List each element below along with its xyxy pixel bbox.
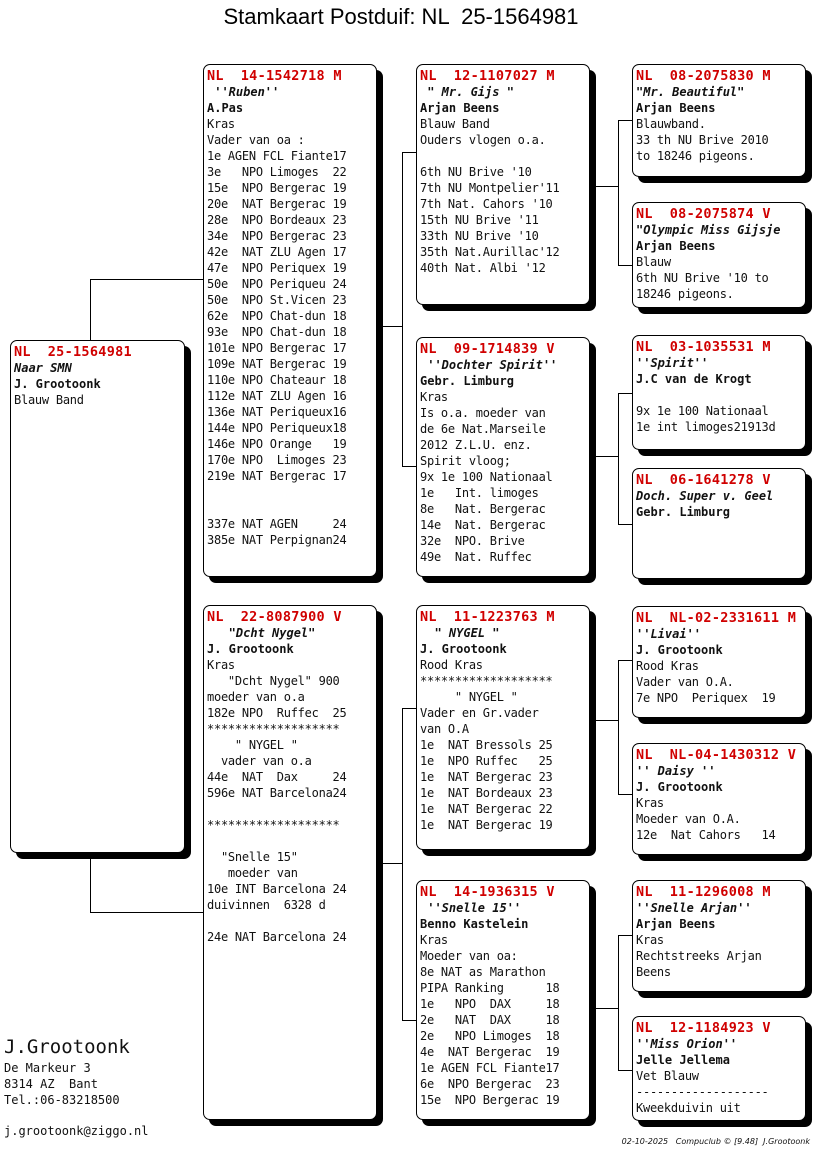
info-line: 15e NPO Bergerac 19 bbox=[207, 181, 347, 195]
info-line: 34e NPO Bergerac 23 bbox=[207, 229, 347, 243]
info-line: Ouders vlogen o.a. bbox=[420, 133, 546, 147]
info-line: " NYGEL " bbox=[420, 690, 518, 704]
ring-number: NL 22-8087900 V bbox=[207, 609, 342, 625]
info-line: 182e NPO Ruffec 25 bbox=[207, 706, 347, 720]
pigeon-card-father-father bbox=[416, 64, 590, 305]
pigeon-name: ''Snelle 15'' bbox=[420, 901, 522, 915]
info-line: 101e NPO Bergerac 17 bbox=[207, 341, 347, 355]
connector-line bbox=[618, 660, 619, 794]
pigeon-name: "Dcht Nygel" bbox=[207, 626, 316, 640]
info-line: Is o.a. moeder van bbox=[420, 406, 546, 420]
info-line: 1e Int. limoges bbox=[420, 486, 539, 500]
info-line bbox=[207, 801, 376, 817]
info-line: Kras bbox=[636, 796, 664, 810]
info-line: 44e NAT Dax 24 bbox=[207, 770, 347, 784]
connector-line bbox=[402, 708, 417, 709]
info-line: 7th NU Montpelier'11 bbox=[420, 181, 560, 195]
info-line: 337e NAT AGEN 24 bbox=[207, 517, 347, 531]
pigeon-name: ''Miss Orion'' bbox=[636, 1037, 738, 1051]
info-line: 93e NPO Chat-dun 18 bbox=[207, 325, 347, 339]
info-line: 110e NPO Chateaur 18 bbox=[207, 373, 347, 387]
pigeon-card-mm-mother bbox=[632, 1016, 806, 1121]
pigeon-name: "Mr. Beautiful" bbox=[636, 85, 745, 99]
connector-line bbox=[618, 1070, 633, 1071]
info-line bbox=[207, 913, 376, 929]
owner-name: Benno Kastelein bbox=[420, 917, 529, 931]
info-line: Spirit vloog; bbox=[420, 454, 511, 468]
info-line bbox=[207, 833, 376, 849]
info-line: 6e NPO Bergerac 23 bbox=[420, 1077, 560, 1091]
footer-credit: 02-10-2025 Compuclub © [9.48] J.Grootoonk bbox=[621, 1137, 810, 1146]
info-line: van O.A bbox=[420, 722, 469, 736]
pigeon-name: ''Snelle Arjan'' bbox=[636, 901, 752, 915]
info-line: 2e NPO Limoges 18 bbox=[420, 1029, 560, 1043]
connector-line bbox=[618, 935, 633, 936]
info-line: 20e NAT Bergerac 19 bbox=[207, 197, 347, 211]
info-line: 144e NPO Periqueux18 bbox=[207, 421, 347, 435]
connector-line bbox=[376, 863, 402, 864]
info-line: Beens bbox=[636, 965, 671, 979]
owner-name: J. Grootoonk bbox=[14, 377, 101, 391]
connector-line bbox=[618, 393, 619, 524]
info-line: Vet Blauw bbox=[636, 1069, 699, 1083]
connector-line bbox=[90, 279, 91, 341]
pigeon-name: Naar SMN bbox=[14, 361, 72, 375]
pigeon-name: " NYGEL " bbox=[420, 626, 500, 640]
breeder-info bbox=[4, 1034, 130, 1108]
info-line: 12e Nat Cahors 14 bbox=[636, 828, 776, 842]
info-line: " NYGEL " bbox=[207, 738, 298, 752]
info-line bbox=[207, 500, 376, 516]
info-line: Blauw bbox=[636, 255, 671, 269]
pigeon-card-father bbox=[203, 64, 377, 577]
connector-line bbox=[90, 852, 91, 912]
connector-line bbox=[618, 120, 633, 121]
pigeon-card-ff-father bbox=[632, 64, 806, 177]
info-line: Kras bbox=[636, 933, 664, 947]
info-line: 146e NPO Orange 19 bbox=[207, 437, 347, 451]
info-line: 2e NAT DAX 18 bbox=[420, 1013, 560, 1027]
pigeon-card-fm-father bbox=[632, 335, 806, 450]
connector-line bbox=[589, 1008, 618, 1009]
pigeon-card-mf-father bbox=[632, 606, 806, 718]
info-line: Rechtstreeks Arjan bbox=[636, 949, 762, 963]
info-line: 14e Nat. Bergerac bbox=[420, 518, 546, 532]
pigeon-card-mf-mother bbox=[632, 743, 806, 855]
info-line: Vader en Gr.vader bbox=[420, 706, 539, 720]
info-line: vader van o.a bbox=[207, 754, 312, 768]
breeder-address: De Markeur 3 bbox=[4, 1061, 91, 1075]
pigeon-card-mm-father bbox=[632, 880, 806, 992]
info-line: Kras bbox=[207, 117, 235, 131]
pigeon-name: "Olympic Miss Gijsje bbox=[636, 223, 781, 237]
owner-name: J. Grootoonk bbox=[636, 780, 723, 794]
info-line: Kras bbox=[207, 658, 235, 672]
connector-line bbox=[402, 152, 417, 153]
owner-name: Gebr. Limburg bbox=[420, 374, 514, 388]
ring-number: NL 06-1641278 V bbox=[636, 472, 771, 488]
pigeon-card-subject bbox=[10, 340, 185, 853]
info-line: Blauw Band bbox=[14, 393, 84, 407]
ring-number: NL 09-1714839 V bbox=[420, 341, 555, 357]
info-line: 1e NPO Ruffec 25 bbox=[420, 754, 553, 768]
ring-number: NL 08-2075830 M bbox=[636, 68, 771, 84]
info-line: "Dcht Nygel" 900 bbox=[207, 674, 340, 688]
info-line: Kras bbox=[420, 933, 448, 947]
info-line: 10e INT Barcelona 24 bbox=[207, 882, 347, 896]
info-line: 3e NPO Limoges 22 bbox=[207, 165, 347, 179]
pigeon-name: ''Spirit'' bbox=[636, 356, 709, 370]
info-line: 1e int limoges21913d bbox=[636, 420, 776, 434]
info-line: 35th Nat.Aurillac'12 bbox=[420, 245, 560, 259]
pigeon-card-father-mother bbox=[416, 337, 590, 577]
info-line: Blauwband. bbox=[636, 117, 706, 131]
breeder-email: j.grootoonk@ziggo.nl bbox=[4, 1124, 149, 1138]
info-line: 24e NAT Barcelona 24 bbox=[207, 930, 347, 944]
pigeon-name: ''Ruben'' bbox=[207, 85, 280, 99]
connector-line bbox=[618, 660, 633, 661]
info-line: 40th Nat. Albi '12 bbox=[420, 261, 546, 275]
info-line: 33 th NU Brive 2010 bbox=[636, 133, 769, 147]
ring-number: NL 12-1184923 V bbox=[636, 1020, 771, 1036]
connector-line bbox=[618, 935, 619, 1070]
info-line: to 18246 pigeons. bbox=[636, 149, 755, 163]
info-line: 18246 pigeons. bbox=[636, 287, 734, 301]
info-line: 7e NPO Periquex 19 bbox=[636, 691, 776, 705]
pigeon-card-fm-mother bbox=[632, 468, 806, 579]
info-line: ******************* bbox=[207, 818, 340, 832]
info-line: "Snelle 15" bbox=[207, 850, 298, 864]
connector-line bbox=[618, 120, 619, 265]
info-line: 109e NAT Bergerac 19 bbox=[207, 357, 347, 371]
info-line bbox=[636, 387, 805, 403]
pigeon-name: " Mr. Gijs " bbox=[420, 85, 514, 99]
info-line: 2012 Z.L.U. enz. bbox=[420, 438, 532, 452]
info-line: Moeder van O.A. bbox=[636, 812, 741, 826]
connector-line bbox=[402, 152, 403, 466]
ring-number: NL 14-1542718 M bbox=[207, 68, 342, 84]
info-line: 1e NAT Bressols 25 bbox=[420, 738, 553, 752]
info-line: 32e NPO. Brive bbox=[420, 534, 525, 548]
owner-name: J. Grootoonk bbox=[636, 643, 723, 657]
owner-name: J. Grootoonk bbox=[420, 642, 507, 656]
info-line: 112e NAT ZLU Agen 16 bbox=[207, 389, 347, 403]
info-line: Blauw Band bbox=[420, 117, 490, 131]
info-line: Rood Kras bbox=[636, 659, 699, 673]
info-line: 219e NAT Bergerac 17 bbox=[207, 469, 347, 483]
info-line: 33th NU Brive '10 bbox=[420, 229, 539, 243]
info-line: 6th NU Brive '10 bbox=[420, 165, 532, 179]
owner-name: Arjan Beens bbox=[636, 101, 716, 115]
info-line: 1e AGEN FCL Fiante17 bbox=[207, 149, 347, 163]
connector-line bbox=[90, 279, 204, 280]
info-line: 136e NAT Periqueux16 bbox=[207, 405, 347, 419]
owner-name: A.Pas bbox=[207, 101, 244, 115]
ring-number: NL 08-2075874 V bbox=[636, 206, 771, 222]
info-line: Vader van oa : bbox=[207, 133, 305, 147]
info-line: 6th NU Brive '10 to bbox=[636, 271, 769, 285]
pigeon-name: '' Daisy '' bbox=[636, 764, 716, 778]
info-line: 50e NPO Periqueu 24 bbox=[207, 277, 347, 291]
info-line: 15e NPO Bergerac 19 bbox=[420, 1093, 560, 1107]
ring-number: NL 03-1035531 M bbox=[636, 339, 771, 355]
pigeon-card-mother-mother bbox=[416, 880, 590, 1120]
connector-line bbox=[402, 708, 403, 1020]
pigeon-name: ''Livai'' bbox=[636, 627, 702, 641]
info-line: 9x 1e 100 Nationaal bbox=[636, 404, 769, 418]
info-line: moeder van o.a bbox=[207, 690, 305, 704]
info-line: 15th NU Brive '11 bbox=[420, 213, 539, 227]
info-line: 8e Nat. Bergerac bbox=[420, 502, 546, 516]
owner-name: Gebr. Limburg bbox=[636, 505, 730, 519]
info-line bbox=[207, 484, 376, 500]
owner-name: J. Grootoonk bbox=[207, 642, 294, 656]
info-line: 1e NAT Bergerac 19 bbox=[420, 818, 553, 832]
connector-line bbox=[589, 186, 618, 187]
ring-number: NL 11-1296008 M bbox=[636, 884, 771, 900]
info-line: 42e NAT ZLU Agen 17 bbox=[207, 245, 347, 259]
info-line: 7th Nat. Cahors '10 bbox=[420, 197, 553, 211]
info-line: 49e Nat. Ruffec bbox=[420, 550, 532, 564]
connector-line bbox=[618, 265, 633, 266]
breeder-name: J.Grootoonk bbox=[4, 1036, 130, 1058]
pigeon-name: Doch. Super v. Geel bbox=[636, 489, 774, 503]
connector-line bbox=[589, 456, 618, 457]
info-line: Vader van O.A. bbox=[636, 675, 734, 689]
info-line: 385e NAT Perpignan24 bbox=[207, 533, 347, 547]
info-line: de 6e Nat.Marseile bbox=[420, 422, 546, 436]
owner-name: J.C van de Krogt bbox=[636, 372, 752, 386]
info-line: 1e NAT Bergerac 22 bbox=[420, 802, 553, 816]
pigeon-name: ''Dochter Spirit'' bbox=[420, 358, 558, 372]
info-line: ******************* bbox=[207, 722, 340, 736]
info-line: 8e NAT as Marathon bbox=[420, 965, 546, 979]
owner-name: Jelle Jellema bbox=[636, 1053, 730, 1067]
info-line: 1e NPO DAX 18 bbox=[420, 997, 560, 1011]
pigeon-card-mother-father bbox=[416, 605, 590, 850]
info-line: Moeder van oa: bbox=[420, 949, 518, 963]
owner-name: Arjan Beens bbox=[420, 101, 500, 115]
connector-line bbox=[402, 1020, 417, 1021]
owner-name: Arjan Beens bbox=[636, 239, 716, 253]
info-line: 1e NAT Bergerac 23 bbox=[420, 770, 553, 784]
info-line: Kweekduivin uit bbox=[636, 1101, 741, 1115]
info-line: 4e NAT Bergerac 19 bbox=[420, 1045, 560, 1059]
connector-line bbox=[618, 794, 633, 795]
connector-line bbox=[90, 912, 204, 913]
info-line: 28e NPO Bordeaux 23 bbox=[207, 213, 347, 227]
info-line: 50e NPO St.Vicen 23 bbox=[207, 293, 347, 307]
connector-line bbox=[589, 720, 618, 721]
info-line: 596e NAT Barcelona24 bbox=[207, 786, 347, 800]
info-line: PIPA Ranking 18 bbox=[420, 981, 560, 995]
breeder-phone: Tel.:06-83218500 bbox=[4, 1093, 120, 1107]
ring-number: NL 14-1936315 V bbox=[420, 884, 555, 900]
connector-line bbox=[376, 326, 402, 327]
ring-number: NL 12-1107027 M bbox=[420, 68, 555, 84]
info-line: duivinnen 6328 d bbox=[207, 898, 326, 912]
info-line: 47e NPO Periquex 19 bbox=[207, 261, 347, 275]
info-line: 62e NPO Chat-dun 18 bbox=[207, 309, 347, 323]
info-line: 1e NAT Bordeaux 23 bbox=[420, 786, 553, 800]
info-line: ******************* bbox=[420, 674, 553, 688]
page-title: Stamkaart Postduif: NL 25-1564981 bbox=[223, 4, 579, 29]
connector-line bbox=[618, 393, 633, 394]
ring-number: NL 11-1223763 M bbox=[420, 609, 555, 625]
connector-line bbox=[618, 524, 633, 525]
owner-name: Arjan Beens bbox=[636, 917, 716, 931]
info-line: 1e AGEN FCL Fiante17 bbox=[420, 1061, 560, 1075]
ring-number: NL 25-1564981 bbox=[14, 344, 132, 360]
info-line: Rood Kras bbox=[420, 658, 483, 672]
info-line: Kras bbox=[420, 390, 448, 404]
pigeon-card-ff-mother bbox=[632, 202, 806, 308]
breeder-city: 8314 AZ Bant bbox=[4, 1077, 98, 1091]
info-line: ------------------- bbox=[636, 1085, 769, 1099]
ring-number: NL NL-04-1430312 V bbox=[636, 747, 797, 763]
connector-line bbox=[402, 466, 417, 467]
info-line: 9x 1e 100 Nationaal bbox=[420, 470, 553, 484]
info-line: moeder van bbox=[207, 866, 298, 880]
pigeon-card-mother bbox=[203, 605, 377, 1120]
ring-number: NL NL-02-2331611 M bbox=[636, 610, 797, 626]
info-line bbox=[420, 148, 589, 164]
info-line: 170e NPO Limoges 23 bbox=[207, 453, 347, 467]
